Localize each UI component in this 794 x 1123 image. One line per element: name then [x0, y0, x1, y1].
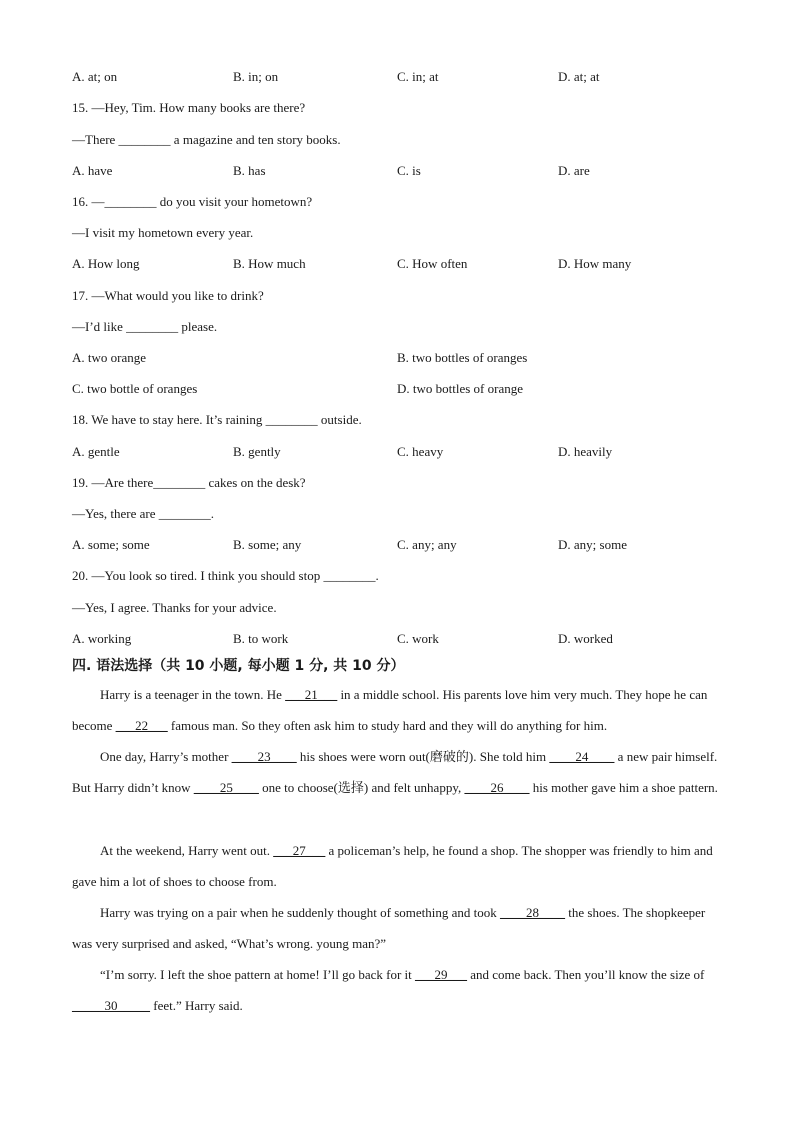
q19-option-d: D. any; some [558, 537, 627, 552]
q18-option-d: D. heavily [558, 444, 613, 459]
q16-option-b: B. How much [233, 256, 306, 271]
p2-text-3: a new pair himself. But Harry didn’t know [72, 749, 718, 795]
p1-text-1: Harry is a teenager in the town. He [100, 687, 286, 702]
q15-option-d: D. are [558, 163, 590, 178]
q17-option-c: C. two bottle of oranges [72, 381, 198, 396]
p2-text-4: one to choose(选择) and felt unhappy, [258, 780, 465, 795]
p2-text-5: his mother gave him a shoe pattern. [529, 780, 718, 795]
blank-26: ____26____ [464, 780, 530, 795]
passage-paragraph-4 [72, 897, 718, 959]
p3-text-2: a policeman’s help, he found a shop. The shopper was friendly to him and gave him a lot of shoes to choose from. [72, 843, 713, 889]
q15-stem: 15. —Hey, Tim. How many books are there? [72, 100, 306, 115]
q18-option-c: C. heavy [397, 444, 444, 459]
passage-paragraph-1 [72, 679, 718, 741]
blank-25: ____25____ [193, 780, 259, 795]
q19-option-a: A. some; some [72, 537, 150, 552]
q20-line2: —Yes, I agree. Thanks for your advice. [72, 600, 277, 615]
q16-option-d: D. How many [558, 256, 632, 271]
q14-option-c: C. in; at [397, 69, 439, 84]
q16-option-c: C. How often [397, 256, 468, 271]
passage-paragraph-2 [72, 741, 718, 803]
p5-text-2: and come back. Then you’ll know the size of [467, 967, 705, 982]
q17-option-a: A. two orange [72, 350, 147, 365]
p5-text-1: “I’m sorry. I left the shoe pattern at home! I’ll go back for it [100, 967, 416, 982]
passage-paragraph-3 [72, 835, 718, 897]
q14-option-b: B. in; on [233, 69, 279, 84]
q20-option-c: C. work [397, 631, 439, 646]
p1-text-3: famous man. So they often ask him to study hard and they will do anything for him. [167, 718, 608, 733]
q16-stem: 16. —________ do you visit your hometown? [72, 194, 313, 209]
blank-22: ___22___ [115, 718, 168, 733]
blank-28: ____28____ [500, 905, 566, 920]
q14-option-d: D. at; at [558, 69, 600, 84]
p2-text-1: One day, Harry’s mother [100, 749, 232, 764]
blank-30: _____30_____ [72, 998, 150, 1013]
blank-29: ___29___ [415, 967, 468, 982]
p3-text-1: At the weekend, Harry went out. [100, 843, 274, 858]
p5-text-3: feet.” Harry said. [150, 998, 243, 1013]
q20-stem: 20. —You look so tired. I think you should stop ________. [72, 568, 379, 583]
q15-line2: —There ________ a magazine and ten story books. [72, 132, 341, 147]
q19-option-c: C. any; any [397, 537, 457, 552]
blank-23: ____23____ [231, 749, 297, 764]
q19-stem: 19. —Are there________ cakes on the desk? [72, 475, 306, 490]
blank-21: ___21___ [285, 687, 338, 702]
p2-text-2: his shoes were worn out(磨破的). She told him [296, 749, 550, 764]
q20-option-b: B. to work [233, 631, 289, 646]
q15-option-b: B. has [233, 163, 266, 178]
q17-stem: 17. —What would you like to drink? [72, 288, 264, 303]
q18-option-a: A. gentle [72, 444, 120, 459]
q17-option-b: B. two bottles of oranges [397, 350, 528, 365]
p1-text-2: in a middle school. His parents love him very much. They hope he can become [72, 687, 708, 733]
q18-stem: 18. We have to stay here. It’s raining ________ outside. [72, 412, 362, 427]
q20-option-a: A. working [72, 631, 132, 646]
q15-option-c: C. is [397, 163, 421, 178]
q19-line2: —Yes, there are ________. [72, 506, 215, 521]
q20-option-d: D. worked [558, 631, 613, 646]
q18-option-b: B. gently [233, 444, 281, 459]
q16-option-a: A. How long [72, 256, 140, 271]
blank-24: ____24____ [549, 749, 615, 764]
q19-option-b: B. some; any [233, 537, 302, 552]
p4-text-1: Harry was trying on a pair when he suddenly thought of something and took [100, 905, 501, 920]
q16-line2: —I visit my hometown every year. [72, 225, 254, 240]
q15-option-a: A. have [72, 163, 113, 178]
section-heading: 四. 语法选择（共 10 小题, 每小题 1 分, 共 10 分） [72, 658, 405, 674]
passage-paragraph-5 [72, 959, 718, 1021]
q17-option-d: D. two bottles of orange [397, 381, 524, 396]
q17-line2: —I’d like ________ please. [72, 319, 218, 334]
blank-27: ___27___ [273, 843, 326, 858]
q14-option-a: A. at; on [72, 69, 118, 84]
p4-text-2: the shoes. The shopkeeper was very surprised and asked, “What’s wrong. young man?” [72, 905, 706, 951]
